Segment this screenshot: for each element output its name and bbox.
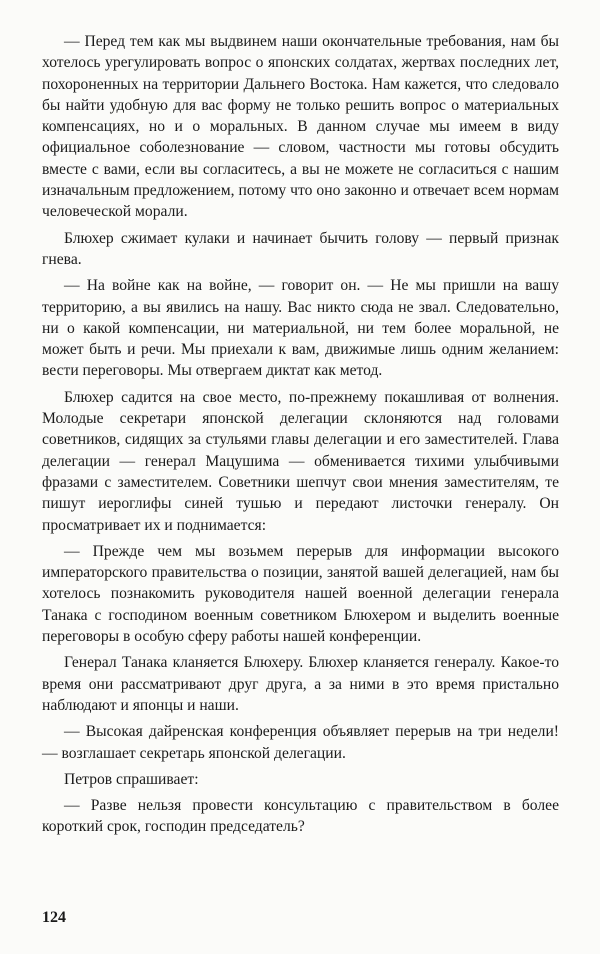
- paragraph-blucher-reply: — На войне как на войне, — говорит он. — Не мы пришли на вашу территорию, а вы явились на нашу. Вас никто сюда не звал. Следовательно, ни о какой компенсации, ни материальной, ни тем более моральной, не может быть и речи. Мы приехали к вам, движимые лишь одним желанием: вести переговоры. Мы отвергаем диктат как метод.: [42, 277, 559, 380]
- paragraph-blucher-anger: Блюхер сжимает кулаки и начинает бычить голову — первый признак гнева.: [42, 229, 559, 268]
- paragraph-delegation-scene: Блюхер садится на свое место, по-прежнему покашливая от волнения. Молодые секретари японской делегации склоняются над головами советников, сидящих за стульями главы делегации и его заместителей. Глава делегации — генерал Мацушима — обменивается тихими улыбчивыми фразами с заместителем. Советники шепчут свои мнения заместителям, те пишут иероглифы синей тушью и передают листочки генералу. Он просматривает их и поднимается:: [42, 388, 559, 534]
- paragraph-petrov-asks: Петров спрашивает:: [64, 770, 199, 788]
- paragraph-military-talks: — Прежде чем мы возьмем перерыв для информации высокого императорского правительства о позиции, занятой вашей делегацией, нам бы хотелось познакомить руководителя нашей военной делегации генерала Танака с господином военным советником Блюхером и выделить военные переговоры в особую сферу работы нашей конференции.: [42, 542, 559, 646]
- paragraph-bowing: Генерал Танака кланяется Блюхеру. Блюхер кланяется генералу. Какое-то время они рассматривают друг друга, а за ними в это время пристально наблюдают и японцы и наши.: [42, 654, 559, 714]
- page-number: 124: [42, 909, 66, 926]
- paragraph-petrov-question: — Разве нельзя провести консультацию с правительством в более короткий срок, господин председатель?: [42, 797, 559, 836]
- paragraph-recess: — Высокая дайренская конференция объявляет перерыв на три недели! — возглашает секретарь японской делегации.: [42, 723, 559, 762]
- page-text: [42, 31, 559, 843]
- paragraph-tanaka-demands: — Перед тем как мы выдвинем наши окончательные требования, нам бы хотелось урегулировать вопрос о японских солдатах, жертвах последних лет, похороненных на территории Дальнего Востока. Нам кажется, что следовало бы найти удобную для вас форму не только решить вопрос о материальных компенсациях, но и о моральных. В данном случае мы имеем в виду официальное соболезнование — словом, частности мы готовы обсудить вместе с вами, если вы согласитесь, а вы не можете не согласиться с нашим изначальным предложением, потому что оно законно и отвечает всем нормам человеческой морали.: [42, 33, 559, 221]
